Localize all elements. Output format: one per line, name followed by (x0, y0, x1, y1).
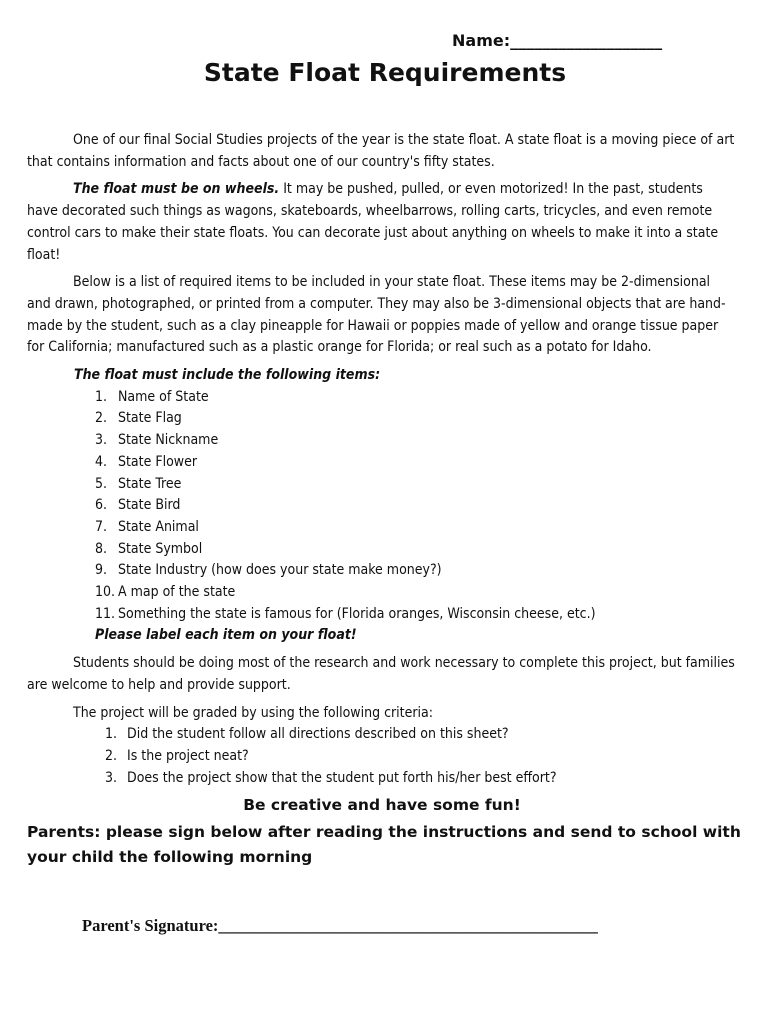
list-item (95, 430, 737, 452)
item-text: State Flower (118, 453, 198, 470)
item-number: 5. (95, 475, 108, 492)
item-number: 3. (105, 769, 118, 786)
item-text: State Nickname (118, 432, 219, 449)
list-item (105, 746, 737, 768)
item-number: 10. (95, 584, 116, 601)
item-number: 11. (95, 605, 116, 622)
list-item (95, 560, 737, 582)
list-item (95, 517, 737, 539)
item-number: 8. (95, 540, 108, 557)
item-text: Something the state is famous for (Florida oranges, Wisconsin cheese, etc.) (118, 605, 596, 622)
item-number: 1. (105, 726, 118, 743)
wheels-text: It may be pushed, pulled, or even motorized! In the past, students have decorated such things as wagons, skateboards, wheelbarrows, rolling carts, tricycles, and even remote control cars to make their state floats. You can decorate just about anything on wheels to make it into a state float! (27, 181, 719, 263)
item-number: 1. (95, 388, 108, 405)
parents-instructions: Parents: please sign below after reading the instructions and send to school with your child the following morning (27, 823, 741, 867)
list-item (105, 724, 737, 746)
item-text: A map of the state (118, 584, 236, 601)
list-item (95, 474, 737, 496)
list-item (95, 408, 737, 430)
item-number: 2. (95, 410, 108, 427)
wheels-emphasis: The float must be on wheels. (73, 181, 280, 198)
item-number: 4. (95, 453, 108, 470)
grading-criteria-list (27, 724, 737, 789)
items-description-paragraph: Below is a list of required items to be included in your state float. These items may be 2-dimensional and drawn, photographed, or printed from a computer. They may also be 3-dimensional objects that are hand-made by the student, such as a clay pineapple for Hawaii or poppies made of yellow and orange tissue paper for California; manufactured such as a plastic orange for Florida; or real such as a potato for Idaho. (27, 274, 726, 356)
list-item (95, 495, 737, 517)
item-number: 2. (105, 747, 118, 764)
list-item (95, 539, 737, 561)
wheels-paragraph (27, 179, 737, 266)
item-number: 9. (95, 562, 108, 579)
label-note: Please label each item on your float! (95, 627, 357, 644)
list-item (95, 387, 737, 409)
item-number: 3. (95, 432, 108, 449)
requirements-list (27, 387, 737, 626)
item-text: Did the student follow all directions described on this sheet? (127, 726, 509, 743)
list-item (95, 582, 737, 604)
worksheet-body (27, 130, 741, 870)
closing-line: Be creative and have some fun! (243, 796, 521, 815)
item-text: State Industry (how does your state make money?) (118, 562, 442, 579)
item-text: Is the project neat? (127, 747, 249, 764)
item-number: 7. (95, 518, 108, 535)
list-item (105, 768, 737, 790)
item-text: State Tree (118, 475, 182, 492)
grading-intro: The project will be graded by using the following criteria: (73, 704, 433, 721)
item-number: 6. (95, 497, 108, 514)
page-title: State Float Requirements (203, 58, 567, 87)
item-text: Name of State (118, 388, 209, 405)
item-text: Does the project show that the student put forth his/her best effort? (127, 769, 557, 786)
item-text: State Flag (118, 410, 182, 427)
list-item (95, 452, 737, 474)
intro-paragraph: One of our final Social Studies projects of the year is the state float. A state float is a moving piece of art that contains information and facts about one of our country's fifty states. (27, 132, 735, 170)
item-text: State Animal (118, 518, 199, 535)
list-item (95, 604, 737, 626)
research-paragraph: Students should be doing most of the research and work necessary to complete this project, but families are welcome to help and provide support. (27, 655, 735, 693)
item-text: State Bird (118, 497, 181, 514)
parent-signature-field[interactable]: Parent's Signature:______________________________________________ (82, 916, 598, 935)
requirements-heading: The float must include the following items: (74, 367, 381, 384)
name-field[interactable]: Name:___________________ (452, 31, 663, 50)
item-text: State Symbol (118, 540, 203, 557)
